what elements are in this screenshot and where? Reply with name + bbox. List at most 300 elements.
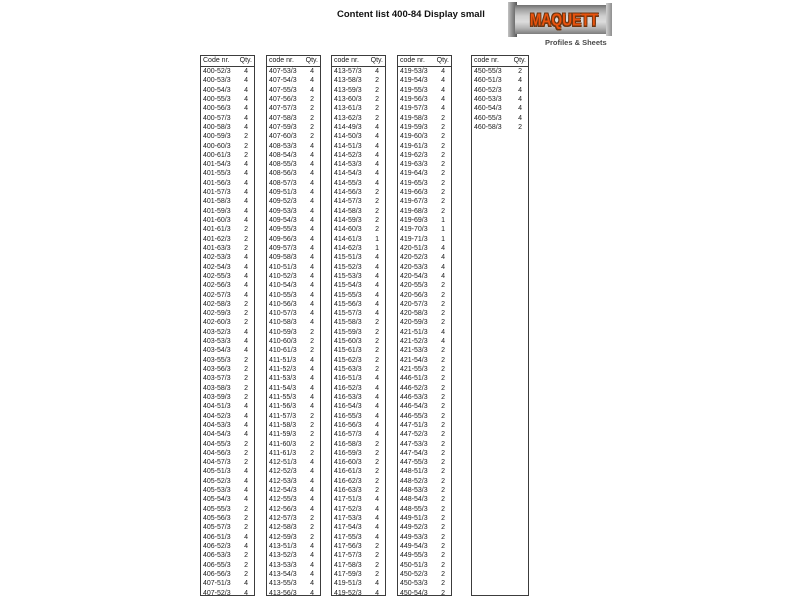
code-nr-cell: 450-53/3 bbox=[400, 580, 428, 588]
qty-cell: 4 bbox=[375, 161, 379, 169]
qty-cell: 2 bbox=[375, 542, 379, 550]
table-row bbox=[332, 384, 385, 393]
qty-cell: 4 bbox=[244, 291, 248, 299]
qty-cell: 2 bbox=[310, 133, 314, 141]
code-nr-cell: 412-51/3 bbox=[269, 459, 297, 467]
qty-cell: 4 bbox=[310, 291, 314, 299]
qty-cell: 4 bbox=[310, 552, 314, 560]
table-row bbox=[332, 76, 385, 85]
table-row bbox=[398, 477, 451, 486]
qty-cell: 4 bbox=[375, 496, 379, 504]
code-nr-cell: 419-70/3 bbox=[400, 226, 428, 234]
qty-cell: 4 bbox=[375, 142, 379, 150]
qty-cell: 4 bbox=[310, 263, 314, 271]
table-row bbox=[201, 328, 254, 337]
table-row bbox=[201, 160, 254, 169]
table-row bbox=[332, 67, 385, 76]
code-nr-cell: 411-55/3 bbox=[269, 393, 297, 401]
code-nr-cell: 402-53/3 bbox=[203, 254, 231, 262]
code-nr-cell: 450-55/3 bbox=[474, 68, 502, 75]
table-row bbox=[398, 76, 451, 85]
qty-cell: 2 bbox=[375, 552, 379, 560]
qty-cell: 2 bbox=[244, 151, 248, 159]
code-nr-cell: 403-58/3 bbox=[203, 384, 231, 392]
table-row bbox=[332, 458, 385, 467]
table-row bbox=[398, 346, 451, 355]
qty-cell: 2 bbox=[375, 328, 379, 336]
code-nr-cell: 415-56/3 bbox=[334, 300, 362, 308]
table-row bbox=[267, 533, 320, 542]
qty-cell: 4 bbox=[244, 347, 248, 355]
code-nr-cell: 412-56/3 bbox=[269, 505, 297, 513]
qty-cell: 4 bbox=[310, 300, 314, 308]
code-nr-cell: 400-53/3 bbox=[203, 77, 231, 85]
qty-cell: 4 bbox=[244, 282, 248, 290]
table-row bbox=[398, 514, 451, 523]
table-row bbox=[201, 412, 254, 421]
code-nr-cell: 411-51/3 bbox=[269, 356, 297, 364]
qty-cell: 4 bbox=[375, 133, 379, 141]
code-nr-cell: 448-51/3 bbox=[400, 468, 428, 476]
table-row bbox=[398, 151, 451, 160]
code-nr-cell: 460-55/3 bbox=[474, 114, 502, 122]
qty-cell: 4 bbox=[310, 142, 314, 150]
qty-cell: 2 bbox=[375, 319, 379, 327]
code-nr-cell: 449-52/3 bbox=[400, 524, 428, 532]
table-row bbox=[398, 197, 451, 206]
code-nr-cell: 413-62/3 bbox=[334, 114, 362, 122]
qty-cell: 2 bbox=[375, 347, 379, 355]
qty-cell: 4 bbox=[375, 300, 379, 308]
code-nr-cell: 420-56/3 bbox=[400, 291, 428, 299]
code-nr-cell: 410-54/3 bbox=[269, 282, 297, 290]
table-row bbox=[472, 114, 528, 123]
table-row bbox=[201, 291, 254, 300]
qty-cell: 2 bbox=[375, 105, 379, 113]
qty-header: Qty. bbox=[513, 57, 526, 64]
code-nr-cell: 403-57/3 bbox=[203, 375, 231, 383]
qty-cell: 4 bbox=[375, 375, 379, 383]
qty-cell: 4 bbox=[375, 505, 379, 513]
code-nr-cell: 413-52/3 bbox=[269, 552, 297, 560]
code-nr-cell: 409-53/3 bbox=[269, 207, 297, 215]
code-nr-cell: 410-52/3 bbox=[269, 272, 297, 280]
qty-cell: 2 bbox=[310, 123, 314, 131]
table-row bbox=[398, 188, 451, 197]
qty-cell: 4 bbox=[375, 580, 379, 588]
qty-cell: 2 bbox=[375, 477, 379, 485]
table-row bbox=[332, 272, 385, 281]
code-nr-cell: 404-52/3 bbox=[203, 412, 231, 420]
table-row bbox=[472, 76, 528, 85]
qty-cell: 4 bbox=[441, 328, 445, 336]
code-nr-cell: 400-56/3 bbox=[203, 105, 231, 113]
qty-cell: 4 bbox=[310, 505, 314, 513]
table-row bbox=[332, 430, 385, 439]
qty-cell: 2 bbox=[441, 384, 445, 392]
code-nr-cell: 415-58/3 bbox=[334, 319, 362, 327]
qty-cell: 4 bbox=[244, 431, 248, 439]
code-nr-cell: 420-51/3 bbox=[400, 244, 428, 252]
table-row bbox=[201, 244, 254, 253]
code-nr-cell: 404-56/3 bbox=[203, 449, 231, 457]
qty-cell: 4 bbox=[441, 77, 445, 85]
code-nr-cell: 420-52/3 bbox=[400, 254, 428, 262]
code-nr-cell: 404-51/3 bbox=[203, 403, 231, 411]
code-nr-cell: 402-60/3 bbox=[203, 319, 231, 327]
code-nr-cell: 407-55/3 bbox=[269, 86, 297, 94]
code-nr-cell: 412-53/3 bbox=[269, 477, 297, 485]
qty-cell: 4 bbox=[375, 263, 379, 271]
table-row bbox=[398, 458, 451, 467]
code-nr-cell: 402-58/3 bbox=[203, 300, 231, 308]
qty-cell: 2 bbox=[244, 384, 248, 392]
code-nr-cell: 419-69/3 bbox=[400, 217, 428, 224]
table-row bbox=[398, 328, 451, 337]
code-nr-cell: 448-52/3 bbox=[400, 477, 428, 485]
qty-cell: 2 bbox=[441, 366, 445, 373]
code-nr-cell: 405-52/3 bbox=[203, 477, 231, 485]
code-nr-cell: 408-55/3 bbox=[269, 161, 297, 169]
code-nr-cell: 416-57/3 bbox=[334, 431, 362, 439]
table-row bbox=[267, 132, 320, 141]
code-nr-cell: 401-54/3 bbox=[203, 161, 231, 169]
table-row bbox=[201, 374, 254, 383]
table-row bbox=[267, 365, 320, 374]
table-row bbox=[332, 169, 385, 178]
code-nr-cell: 416-63/3 bbox=[334, 487, 362, 495]
table-row bbox=[201, 458, 254, 467]
table-row bbox=[267, 142, 320, 151]
qty-cell: 2 bbox=[518, 68, 522, 75]
code-nr-cell: 407-54/3 bbox=[269, 77, 297, 85]
qty-cell: 4 bbox=[244, 207, 248, 215]
table-row bbox=[398, 160, 451, 169]
table-row bbox=[332, 570, 385, 579]
qty-cell: 4 bbox=[375, 515, 379, 522]
code-nr-cell: 414-52/3 bbox=[334, 151, 362, 159]
qty-cell: 4 bbox=[310, 384, 314, 392]
code-nr-cell: 411-58/3 bbox=[269, 421, 297, 429]
table-row bbox=[398, 412, 451, 421]
code-nr-header: code nr. bbox=[334, 57, 359, 64]
table-row bbox=[267, 467, 320, 476]
qty-cell: 4 bbox=[310, 375, 314, 383]
qty-cell: 4 bbox=[375, 68, 379, 75]
qty-cell: 2 bbox=[310, 533, 314, 541]
table-row bbox=[201, 365, 254, 374]
table-row bbox=[332, 95, 385, 104]
logo-brand-text: MAQUETT bbox=[529, 10, 599, 31]
qty-cell: 2 bbox=[244, 552, 248, 560]
qty-cell: 4 bbox=[441, 68, 445, 75]
code-nr-cell: 404-55/3 bbox=[203, 440, 231, 448]
qty-cell: 4 bbox=[310, 272, 314, 280]
code-nr-cell: 413-53/3 bbox=[269, 561, 297, 569]
table-row bbox=[332, 291, 385, 300]
code-nr-cell: 420-59/3 bbox=[400, 319, 428, 327]
code-nr-cell: 411-61/3 bbox=[269, 449, 297, 457]
table-row bbox=[472, 86, 528, 95]
code-nr-cell: 413-51/3 bbox=[269, 542, 297, 550]
qty-cell: 4 bbox=[375, 123, 379, 131]
table-row bbox=[398, 179, 451, 188]
table-row bbox=[201, 114, 254, 123]
qty-cell: 4 bbox=[244, 170, 248, 178]
table-row bbox=[267, 151, 320, 160]
table-row bbox=[267, 430, 320, 439]
table-row bbox=[267, 440, 320, 449]
qty-cell: 4 bbox=[310, 161, 314, 169]
table-row bbox=[332, 579, 385, 588]
qty-cell: 2 bbox=[244, 449, 248, 457]
code-table-5 bbox=[471, 55, 529, 596]
qty-cell: 2 bbox=[441, 347, 445, 355]
qty-cell: 4 bbox=[441, 263, 445, 271]
code-nr-cell: 416-55/3 bbox=[334, 412, 362, 420]
qty-cell: 4 bbox=[244, 589, 248, 597]
table-row bbox=[201, 123, 254, 132]
qty-cell: 4 bbox=[244, 68, 248, 75]
qty-cell: 2 bbox=[244, 515, 248, 522]
qty-cell: 2 bbox=[375, 459, 379, 467]
qty-cell: 2 bbox=[441, 440, 445, 448]
code-nr-cell: 404-53/3 bbox=[203, 421, 231, 429]
table-row bbox=[267, 263, 320, 272]
table-row bbox=[398, 169, 451, 178]
table-row bbox=[267, 542, 320, 551]
code-table-1 bbox=[200, 55, 255, 596]
code-nr-cell: 411-57/3 bbox=[269, 412, 297, 420]
code-nr-cell: 446-51/3 bbox=[400, 375, 428, 383]
code-nr-cell: 406-53/3 bbox=[203, 552, 231, 560]
table-row bbox=[398, 449, 451, 458]
code-nr-cell: 414-51/3 bbox=[334, 142, 362, 150]
code-nr-cell: 403-55/3 bbox=[203, 356, 231, 364]
qty-cell: 4 bbox=[244, 468, 248, 476]
qty-cell: 4 bbox=[375, 524, 379, 532]
code-nr-cell: 407-58/3 bbox=[269, 114, 297, 122]
code-nr-cell: 401-60/3 bbox=[203, 217, 231, 224]
code-nr-cell: 416-56/3 bbox=[334, 421, 362, 429]
table-row bbox=[398, 467, 451, 476]
table-row bbox=[201, 151, 254, 160]
qty-cell: 4 bbox=[310, 235, 314, 243]
table-row bbox=[398, 123, 451, 132]
qty-cell: 4 bbox=[375, 170, 379, 178]
qty-cell: 4 bbox=[244, 254, 248, 262]
table-row bbox=[201, 197, 254, 206]
code-nr-cell: 450-51/3 bbox=[400, 561, 428, 569]
table-row bbox=[398, 95, 451, 104]
table-row bbox=[201, 477, 254, 486]
code-nr-cell: 408-54/3 bbox=[269, 151, 297, 159]
qty-cell: 4 bbox=[310, 170, 314, 178]
table-row bbox=[201, 495, 254, 504]
table-row bbox=[267, 458, 320, 467]
code-nr-cell: 407-53/3 bbox=[269, 68, 297, 75]
code-nr-cell: 410-57/3 bbox=[269, 310, 297, 318]
table-row bbox=[267, 449, 320, 458]
code-nr-cell: 407-59/3 bbox=[269, 123, 297, 131]
table-row bbox=[332, 104, 385, 113]
qty-cell: 4 bbox=[244, 263, 248, 271]
table-row bbox=[398, 430, 451, 439]
qty-cell: 2 bbox=[441, 459, 445, 467]
qty-cell: 4 bbox=[244, 77, 248, 85]
table-row bbox=[398, 225, 451, 234]
code-nr-cell: 411-53/3 bbox=[269, 375, 297, 383]
code-nr-cell: 413-55/3 bbox=[269, 580, 297, 588]
table-row bbox=[332, 328, 385, 337]
code-nr-cell: 414-50/3 bbox=[334, 133, 362, 141]
code-nr-cell: 400-60/3 bbox=[203, 142, 231, 150]
qty-cell: 4 bbox=[310, 254, 314, 262]
table-row bbox=[201, 384, 254, 393]
code-nr-cell: 449-54/3 bbox=[400, 542, 428, 550]
table-row bbox=[201, 272, 254, 281]
qty-cell: 4 bbox=[441, 338, 445, 346]
code-nr-cell: 415-54/3 bbox=[334, 282, 362, 290]
qty-cell: 4 bbox=[310, 68, 314, 75]
table-row bbox=[267, 309, 320, 318]
table-row bbox=[398, 318, 451, 327]
code-nr-cell: 403-56/3 bbox=[203, 366, 231, 373]
qty-cell: 4 bbox=[310, 477, 314, 485]
code-nr-cell: 417-57/3 bbox=[334, 552, 362, 560]
code-nr-cell: 410-51/3 bbox=[269, 263, 297, 271]
table-row bbox=[332, 533, 385, 542]
qty-cell: 4 bbox=[244, 403, 248, 411]
table-row bbox=[398, 551, 451, 560]
code-nr-cell: 400-55/3 bbox=[203, 95, 231, 103]
qty-cell: 4 bbox=[244, 338, 248, 346]
qty-cell: 2 bbox=[441, 170, 445, 178]
table-row bbox=[398, 244, 451, 253]
code-nr-cell: 419-71/3 bbox=[400, 235, 428, 243]
qty-cell: 4 bbox=[244, 123, 248, 131]
qty-cell: 4 bbox=[244, 328, 248, 336]
table-row bbox=[267, 570, 320, 579]
code-nr-cell: 419-58/3 bbox=[400, 114, 428, 122]
code-nr-cell: 414-61/3 bbox=[334, 235, 362, 243]
qty-cell: 2 bbox=[310, 421, 314, 429]
code-nr-cell: 411-60/3 bbox=[269, 440, 297, 448]
code-nr-cell: 416-51/3 bbox=[334, 375, 362, 383]
qty-cell: 4 bbox=[441, 254, 445, 262]
qty-cell: 4 bbox=[310, 589, 314, 597]
code-nr-cell: 417-59/3 bbox=[334, 570, 362, 578]
table-row bbox=[398, 440, 451, 449]
qty-cell: 2 bbox=[441, 580, 445, 588]
code-nr-cell: 413-61/3 bbox=[334, 105, 362, 113]
qty-cell: 2 bbox=[441, 189, 445, 197]
qty-cell: 4 bbox=[310, 198, 314, 206]
code-nr-cell: 419-66/3 bbox=[400, 189, 428, 197]
table-row bbox=[267, 356, 320, 365]
code-nr-cell: 407-56/3 bbox=[269, 95, 297, 103]
table-row bbox=[332, 589, 385, 598]
qty-cell: 2 bbox=[375, 366, 379, 373]
code-nr-header: Code nr. bbox=[203, 57, 230, 64]
qty-cell: 4 bbox=[310, 459, 314, 467]
table-row bbox=[267, 384, 320, 393]
qty-cell: 2 bbox=[375, 440, 379, 448]
qty-cell: 4 bbox=[310, 207, 314, 215]
qty-cell: 1 bbox=[441, 217, 445, 224]
qty-cell: 4 bbox=[244, 421, 248, 429]
table-row bbox=[267, 561, 320, 570]
table-row bbox=[267, 207, 320, 216]
table-row bbox=[201, 216, 254, 225]
code-nr-cell: 409-52/3 bbox=[269, 198, 297, 206]
code-nr-cell: 405-54/3 bbox=[203, 496, 231, 504]
table-row bbox=[201, 551, 254, 560]
table-row bbox=[332, 449, 385, 458]
page-title: Content list 400-84 Display small bbox=[337, 9, 485, 20]
table-row bbox=[398, 67, 451, 76]
table-row bbox=[201, 421, 254, 430]
code-nr-cell: 447-54/3 bbox=[400, 449, 428, 457]
qty-cell: 4 bbox=[375, 384, 379, 392]
table-row bbox=[201, 570, 254, 579]
qty-cell: 4 bbox=[310, 151, 314, 159]
qty-cell: 2 bbox=[244, 440, 248, 448]
qty-cell: 2 bbox=[244, 459, 248, 467]
code-nr-cell: 415-57/3 bbox=[334, 310, 362, 318]
qty-cell: 2 bbox=[244, 310, 248, 318]
qty-cell: 4 bbox=[375, 412, 379, 420]
maquett-logo bbox=[508, 2, 620, 48]
table-row bbox=[201, 318, 254, 327]
code-nr-cell: 419-62/3 bbox=[400, 151, 428, 159]
qty-cell: 2 bbox=[244, 319, 248, 327]
table-row bbox=[267, 197, 320, 206]
qty-cell: 4 bbox=[244, 580, 248, 588]
table-row bbox=[398, 402, 451, 411]
qty-cell: 4 bbox=[244, 542, 248, 550]
code-nr-cell: 414-49/3 bbox=[334, 123, 362, 131]
code-nr-cell: 416-60/3 bbox=[334, 459, 362, 467]
table-row bbox=[267, 272, 320, 281]
qty-cell: 2 bbox=[310, 105, 314, 113]
code-nr-cell: 402-54/3 bbox=[203, 263, 231, 271]
table-row bbox=[201, 188, 254, 197]
qty-cell: 4 bbox=[441, 95, 445, 103]
code-nr-cell: 460-54/3 bbox=[474, 105, 502, 113]
table-row bbox=[267, 86, 320, 95]
qty-cell: 2 bbox=[244, 524, 248, 532]
qty-cell: 2 bbox=[310, 449, 314, 457]
table-row bbox=[332, 542, 385, 551]
table-row bbox=[332, 263, 385, 272]
code-nr-cell: 414-59/3 bbox=[334, 217, 362, 224]
code-nr-cell: 419-63/3 bbox=[400, 161, 428, 169]
qty-cell: 2 bbox=[375, 86, 379, 94]
table-row bbox=[398, 132, 451, 141]
qty-cell: 2 bbox=[375, 468, 379, 476]
code-nr-cell: 400-61/3 bbox=[203, 151, 231, 159]
qty-cell: 2 bbox=[441, 151, 445, 159]
code-nr-cell: 400-52/3 bbox=[203, 68, 231, 75]
qty-cell: 2 bbox=[375, 77, 379, 85]
code-nr-cell: 400-59/3 bbox=[203, 133, 231, 141]
code-nr-cell: 402-55/3 bbox=[203, 272, 231, 280]
qty-cell: 2 bbox=[441, 487, 445, 495]
qty-cell: 4 bbox=[310, 356, 314, 364]
table-row bbox=[398, 104, 451, 113]
qty-cell: 2 bbox=[441, 524, 445, 532]
